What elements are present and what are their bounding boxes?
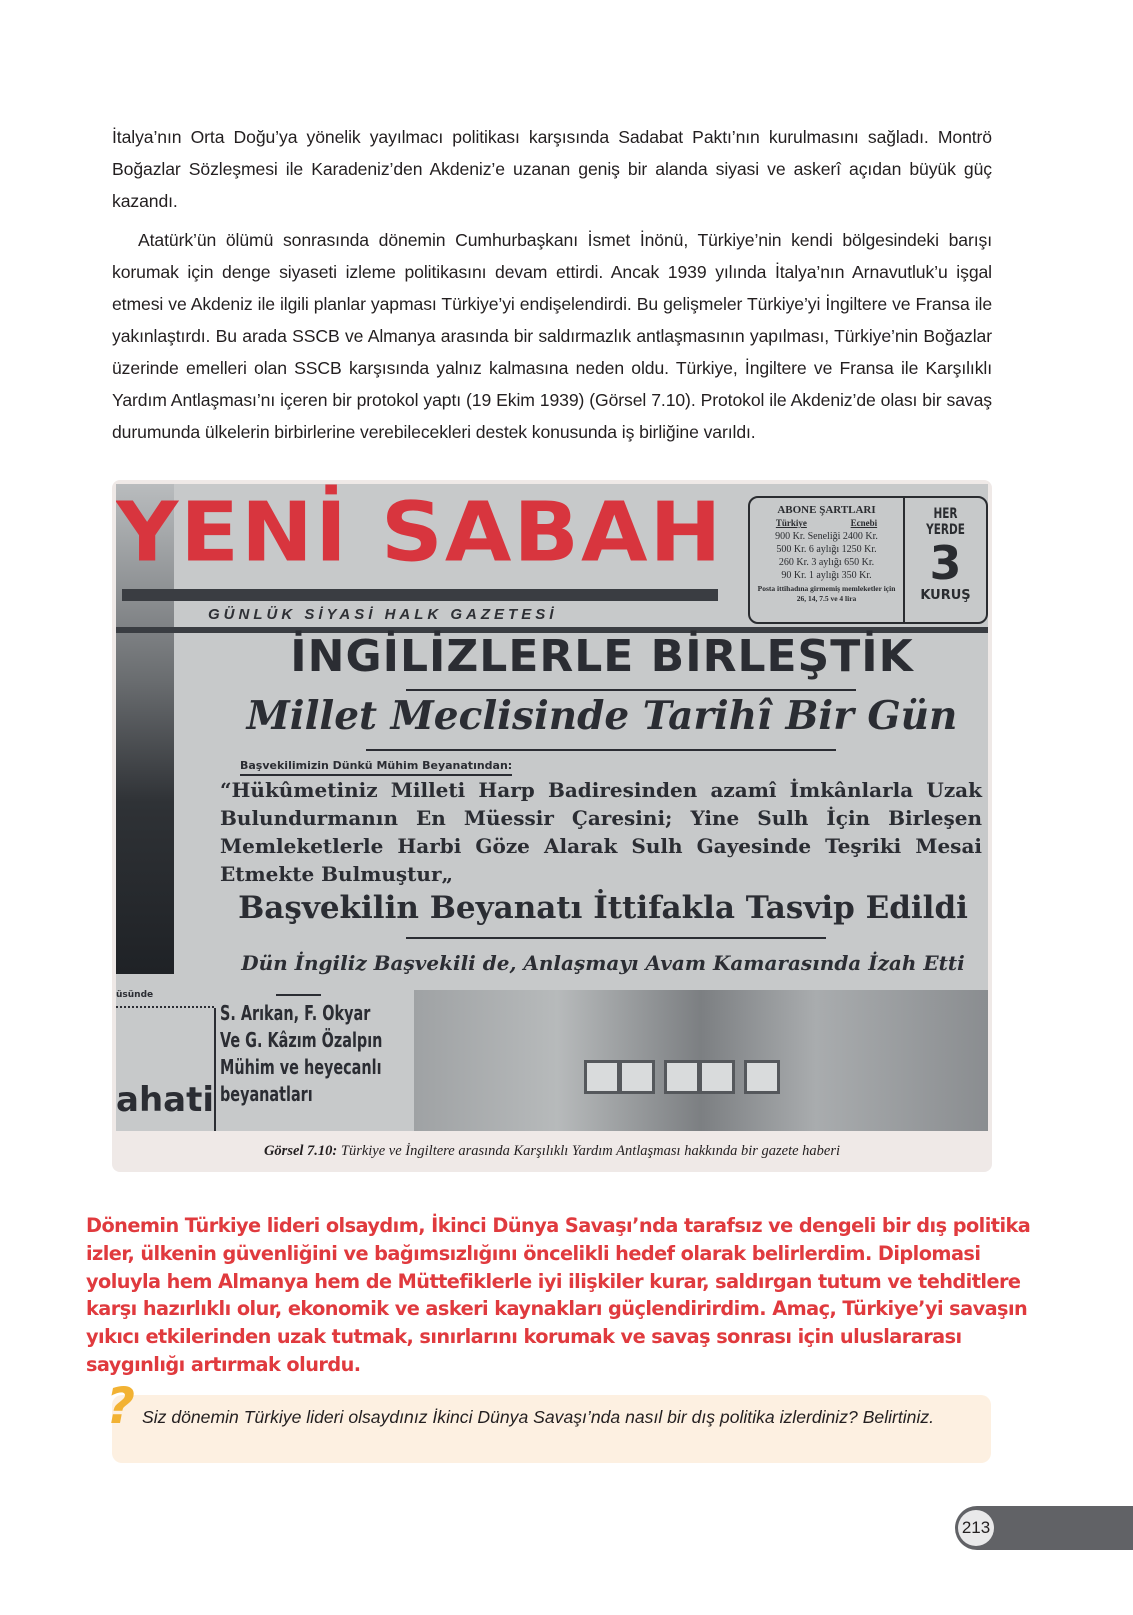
- subscription-col-foreign: Ecnebi: [850, 518, 878, 528]
- column-line: Mühim ve heyecanlı: [220, 1055, 382, 1079]
- caption-label: Görsel 7.10:: [263, 1143, 338, 1159]
- body-paragraph-2: Atatürk’ün ölümü sonrasında dönemin Cumhurbaşkanı İsmet İnönü, Türkiye’nin kendi bölgesindeki barışı korumak için denge siyaseti izleme politikasını devam ettirdi. Ancak 1939 yılında İtalya’nın Arnavutluk’u işgal etmesi ve Akdeniz ile ilgili planlar yapması Türkiye’yi endişelendirdi. Bu gelişmeler Türkiye’yi İngiltere ve Fransa ile yakınlaştırdı. Bu arada SSCB ve Almanya arasında bir saldırmazlık antlaşmasının yapılması, Türkiye’nin Boğazlar üzerinde emelleri olan SSCB karşısında yalnız kalmasına neden oldu. Türkiye, İngiltere ve Fransa ile Karşılıklı Yardım Antlaşması’nı içeren bir protokol yaptı (19 Ekim 1939) (Görsel 7.10). Protokol ile Akdeniz’de olası bir savaş durumunda ülkelerin birbirlerine verebilecekleri destek konusunda iş birliğine varıldı.: [112, 229, 992, 442]
- price-amount: 3: [929, 536, 962, 590]
- photo-window: [664, 1060, 700, 1094]
- price-label: HER YERDE: [926, 506, 965, 538]
- subscription-terms: [750, 498, 905, 622]
- subscription-row: 500 Kr. 6 aylığı 1250 Kr.: [776, 544, 877, 555]
- subscription-row: 90 Kr. 1 aylığı 350 Kr.: [781, 570, 872, 581]
- headline-fourth: Dün İngiliz Başvekili de, Anlaşmayı Avam Kamarasında İzah Etti: [241, 951, 965, 975]
- side-fragment-top: üsünde: [116, 990, 154, 1000]
- question-mark-icon: ?: [106, 1377, 136, 1435]
- column-divider: [214, 1008, 216, 1131]
- newspaper-masthead: YENİ SABAH: [116, 485, 724, 581]
- photo-window: [619, 1060, 655, 1094]
- headline-main: İNGİLİZLERLE BİRLEŞTİK: [290, 631, 914, 682]
- question-box: [106, 1377, 991, 1463]
- subscription-footnote: Posta ittihadına girmemiş memleketler için 26, 14, 7.5 ve 4 lira: [757, 584, 896, 603]
- student-answer: Dönemin Türkiye lideri olsaydım, İkinci Dünya Savaşı’nda tarafsız ve dengeli bir dış politika izler, ülkenin güvenliğini ve bağımsızlığını öncelikli hedef olarak belirlerdim. Diplomasi yoluyla hem Almanya hem de Müttefiklerle iyi ilişkiler kurar, saldırgan tutum ve tehditlere karşı hazırlıklı olur, ekonomik ve askeri kaynakları güçlendirirdim. Amaç, Türkiye’yi savaşın yıkıcı etkilerinden uzak tutmak, sınırlarını korumak ve savaş sonrası için uluslararası saygınlığı artırmak olurdu.: [86, 1214, 1031, 1376]
- newspaper-building-photo: [414, 990, 988, 1131]
- subscription-columns: [754, 517, 899, 530]
- column-line: S. Arıkan, F. Okyar: [220, 1001, 371, 1025]
- column-divider-short: [276, 994, 321, 996]
- masthead-rule: [122, 589, 718, 601]
- newspaper-subtitle: GÜNLÜK SİYASİ HALK GAZETESİ: [208, 606, 558, 623]
- subscription-box: [748, 496, 988, 624]
- column-headline: [220, 1000, 382, 1108]
- price-currency: KURUŞ: [920, 588, 971, 603]
- headline-divider: [406, 937, 826, 939]
- headline-second: Millet Meclisinde Tarihî Bir Gün: [246, 693, 958, 739]
- side-wavy-rule: [116, 1006, 214, 1012]
- subscription-row: 900 Kr. Seneliği 2400 Kr.: [775, 531, 878, 542]
- price-box: [905, 498, 986, 622]
- figure-7-10: [112, 480, 992, 1172]
- page-number: 213: [958, 1510, 994, 1546]
- photo-window: [744, 1060, 780, 1094]
- caption-text: Türkiye ve İngiltere arasında Karşılıklı Yardım Antlaşması hakkında bir gazete haberi: [337, 1143, 841, 1159]
- column-line: beyanatları: [220, 1082, 313, 1106]
- headline-kicker: Başvekilimizin Dünkü Mühim Beyanatından:: [240, 759, 512, 776]
- subscription-col-domestic: Türkiye: [775, 518, 807, 528]
- photo-window: [584, 1060, 620, 1094]
- question-text: Siz dönemin Türkiye lideri olsaydınız İkinci Dünya Savaşı’nda nasıl bir dış politika izlerdiniz? Belirtiniz.: [142, 1407, 935, 1427]
- side-fragment-big: ahati: [116, 1080, 214, 1120]
- headline-quote: “Hükûmetiniz Milleti Harp Badiresinden azamî İmkânlarla Uzak Bulundurmanın En Müessir Çaresini; Yine Sulh İçin Birleşen Memleketlerle Harbi Göze Alarak Sulh Gayesinde Teşriki Mesai Etmekte Bulmuştur„: [220, 778, 982, 886]
- figure-caption: [112, 1131, 992, 1172]
- body-paragraph-1: İtalya’nın Orta Doğu’ya yönelik yayılmacı politikası karşısında Sadabat Paktı’nın kurulmasını sağladı. Montrö Boğazlar Sözleşmesi ile Karadeniz’den Akdeniz’e uzanan geniş bir alanda siyasi ve askerî açıdan büyük güç kazandı.: [112, 126, 992, 211]
- subscription-title: ABONE ŞARTLARI: [777, 504, 876, 516]
- headline-divider: [366, 749, 836, 751]
- headline-third: Başvekilin Beyanatı İttifakla Tasvip Edildi: [238, 890, 968, 926]
- subscription-row: 260 Kr. 3 aylığı 650 Kr.: [778, 557, 875, 568]
- column-line: Ve G. Kâzım Özalpın: [220, 1028, 383, 1052]
- newspaper-image: [116, 484, 988, 1131]
- photo-window: [699, 1060, 735, 1094]
